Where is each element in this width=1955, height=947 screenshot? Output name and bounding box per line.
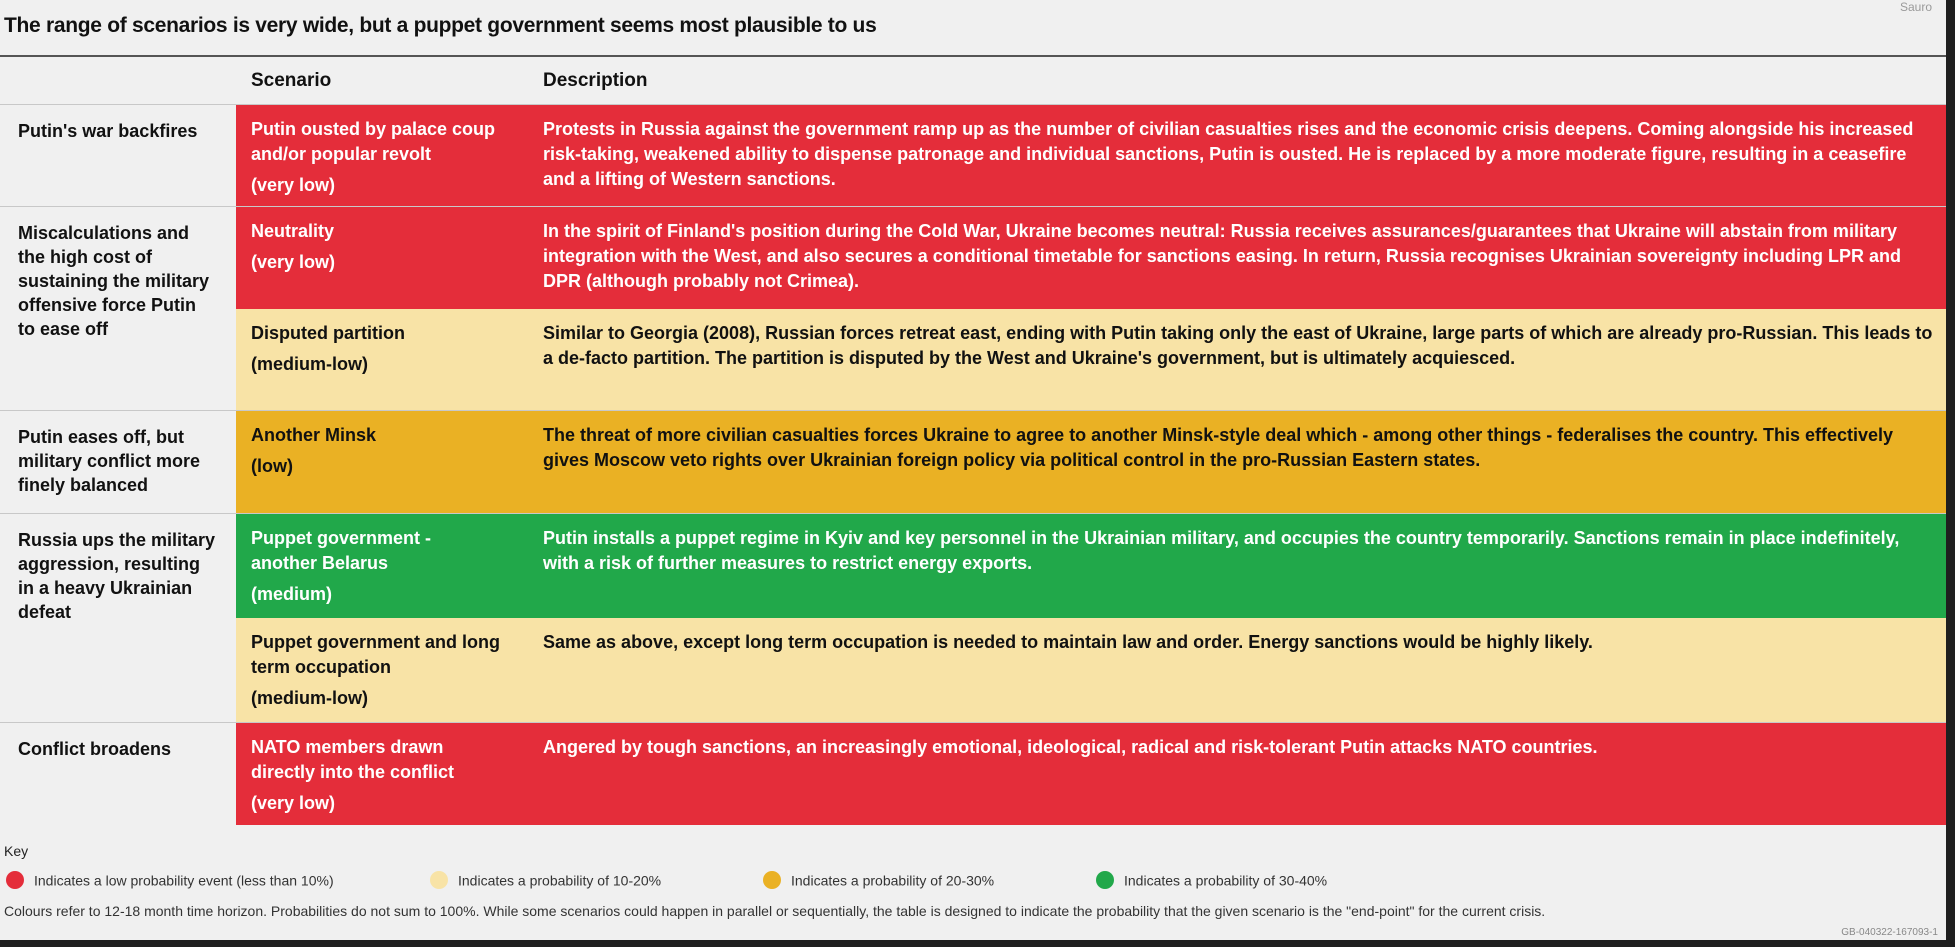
scenario-name: Disputed partition (medium-low) [251,321,501,377]
scenario-table [0,58,1946,825]
scenario-probability: (medium-low) [251,688,368,708]
scenario-name: Puppet government - another Belarus (medium) [251,526,501,607]
scenario-description: The threat of more civilian casualties forces Ukraine to agree to another Minsk-style deal which - among other things - federalises the country. This effectively gives Moscow veto rights over Ukrainian foreign policy via political control in the pro-Russian Eastern states. [543,425,1894,470]
scenario-description: Putin installs a puppet regime in Kyiv and key personnel in the Ukrainian military, and occupies the country temporarily. Sanctions remain in place indefinitely, with a risk of further measures to restrict energy exports. [543,528,1900,573]
group-label: Putin eases off, but military conflict more finely balanced [18,427,201,495]
page-title: The range of scenarios is very wide, but a puppet government seems most plausible to us [4,14,877,37]
scenario-name: Putin ousted by palace coup and/or popular revolt (very low) [251,117,501,198]
scenario-description: In the spirit of Finland's position during the Cold War, Ukraine becomes neutral: Russia receives assurances/guarantees that Ukraine will abstain from military integration with the West, and also secures a conditional timetable for sanctions easing. In return, Russia recognises Ukrainian sovereignty including LPR and DPR (although probably not Crimea). [543,221,1901,291]
scenario-cell [236,105,1946,206]
scenario-probability: (medium-low) [251,354,368,374]
scenario-description: Angered by tough sanctions, an increasingly emotional, ideological, radical and risk-tolerant Putin attacks NATO countries. [543,737,1598,757]
footnote: Colours refer to 12-18 month time horizon. Probabilities do not sum to 100%. While some scenarios could happen in parallel or sequentially, the table is designed to indicate the probability that the given scenario is the "end-point" for the current crisis. [4,903,1546,919]
document-code: GB-040322-167093-1 [1841,927,1938,938]
scenario-cell [236,618,1946,722]
amber-dot-icon [763,871,781,889]
scenario-name: Another Minsk (low) [251,423,501,479]
header-scenario: Scenario [251,70,332,91]
scenario-cell [236,309,1946,410]
legend-item: Indicates a probability of 30-40% [1096,871,1327,891]
header-description: Description [543,70,648,91]
legend-item: Indicates a low probability event (less than 10%) [6,871,334,891]
red-dot-icon [6,871,24,889]
scenario-probability: (low) [251,456,293,476]
scenario-description: Protests in Russia against the government ramp up as the number of civilian casualties rises and the economic crisis deepens. Coming alongside his increased risk-taking, weakened ability to dispense patronage and individual sanctions, Putin is ousted. He is replaced by a more moderate figure, resulting in a ceasefire and a lifting of Western sanctions. [543,119,1914,189]
table-header-row [0,58,1946,104]
scenario-probability: (very low) [251,175,336,195]
group-label: Conflict broadens [18,739,172,759]
scenario-name: Neutrality (very low) [251,219,501,275]
scenario-probability: (very low) [251,252,336,272]
table-row [0,410,1946,513]
legend-item: Indicates a probability of 20-30% [763,871,994,891]
table-row [0,104,1946,206]
table-row [0,722,1946,825]
scenario-cell [236,411,1946,513]
table-row [0,206,1946,410]
scenario-probability: (medium) [251,584,332,604]
scenario-description: Same as above, except long term occupation is needed to maintain law and order. Energy sanctions would be highly likely. [543,632,1593,652]
corner-text: Sauro [1899,0,1932,14]
group-label: Miscalculations and the high cost of sustaining the military offensive force Putin to ease off [18,223,210,339]
scenario-probability: (very low) [251,793,336,813]
scenario-cell [236,207,1946,309]
scenario-cell [236,514,1946,618]
scenario-name: Puppet government and long term occupation (medium-low) [251,630,501,711]
table-row [0,513,1946,722]
light-yellow-dot-icon [430,871,448,889]
scenario-cell [236,723,1946,825]
key-label: Key [4,843,29,859]
title-divider [0,55,1946,57]
scenario-name: NATO members drawn directly into the conflict (very low) [251,735,501,816]
green-dot-icon [1096,871,1114,889]
scenario-description: Similar to Georgia (2008), Russian forces retreat east, ending with Putin taking only the east of Ukraine, large parts of which are already pro-Russian. This leads to a de-facto partition. The partition is disputed by the West and Ukraine's government, but is ultimately acquiesced. [543,323,1933,368]
legend-item: Indicates a probability of 10-20% [430,871,661,891]
group-label: Russia ups the military aggression, resulting in a heavy Ukrainian defeat [18,530,216,622]
group-label: Putin's war backfires [18,121,198,141]
